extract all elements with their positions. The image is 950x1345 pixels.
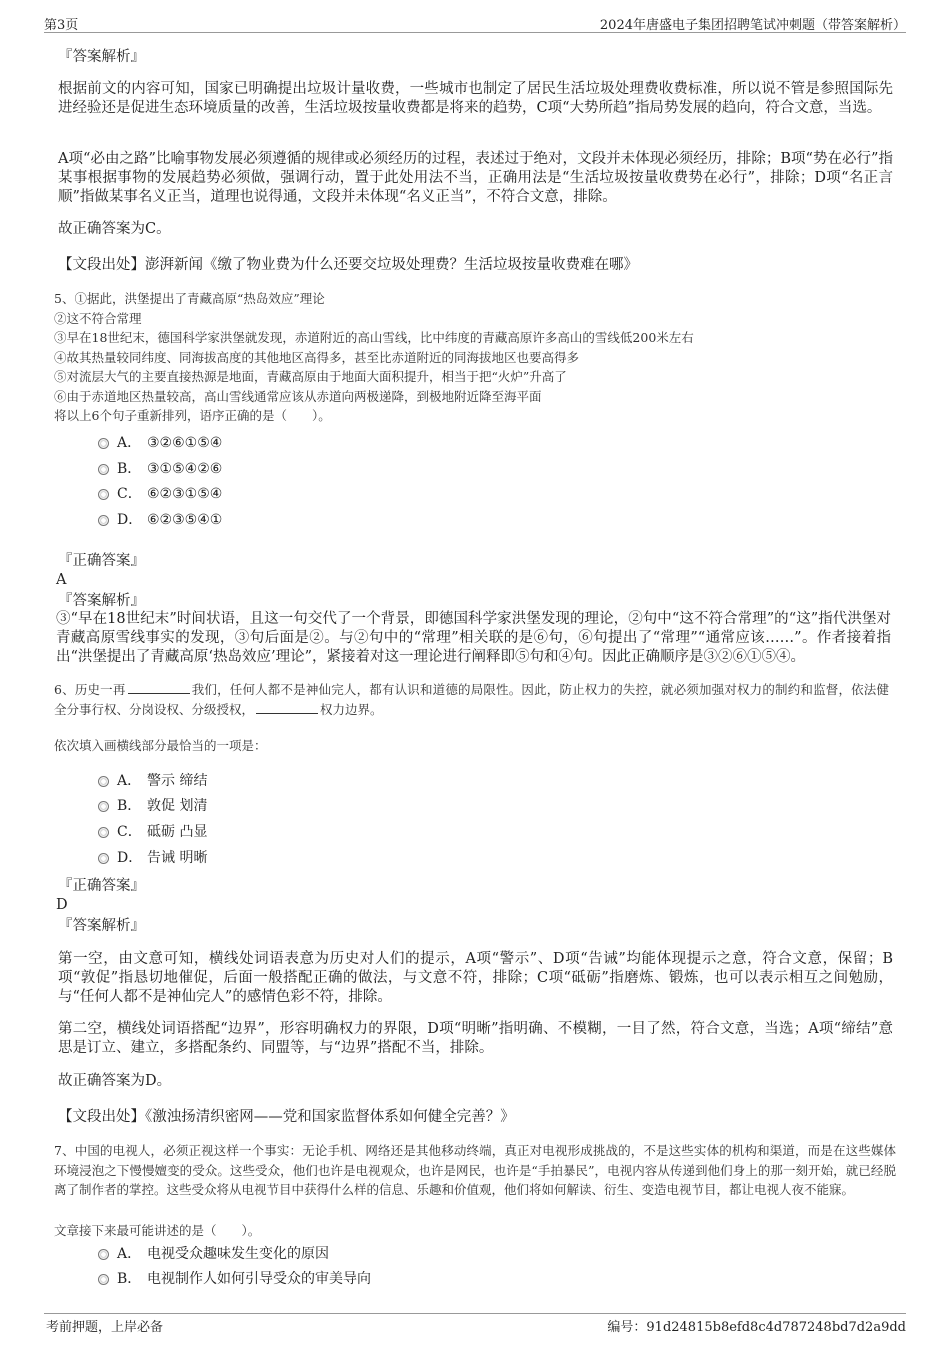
radio-icon[interactable] [98, 827, 109, 838]
q5-line: 5、①据此，洪堡提出了青藏高原“热岛效应”理论 [54, 291, 325, 306]
q5-answer-label: 『正确答案』 [58, 553, 145, 569]
document-title: 2024年唐盛电子集团招聘笔试冲刺题（带答案解析） [599, 18, 906, 33]
q5-option-c[interactable]: C． ⑥②③①⑤④ [98, 485, 222, 503]
q7-stem: 7、中国的电视人，必须正视这样一个事实：无论手机、网络还是其他移动终端，真正对电视形成挑战的，不是这些实体的机构和渠道，而是在这些媒体环境浸泡之下慢慢嬗变的受众。这些受众，他们也许是电视观众，也许是网民，也许是“手拍暴民”，电视内容从传递到他们身上的那一刻开始，就已经脱离了制作者的掌控。这些受众将从电视节目中获得什么样的信息、乐趣和价值观，他们将如何解读、衍生、变造电视节目，都让电视人夜不能寐。 [54, 1143, 896, 1197]
q5-line: ②这不符合常理 [54, 310, 142, 326]
footer-slogan: 考前押题，上岸必备 [46, 1320, 164, 1335]
q4-analysis-para2: A项“必由之路”比喻事物发展必须遵循的规律或必须经历的过程，表述过于绝对，文段并未体现必须经历，排除；B项“势在必行”指某事根据事物的发展趋势必须做，强调行动，置于此处用法不当，正确用法是“生活垃圾按量收费势在必行”，排除；D项“名正言顺”指做某事名义正当，道理也说得通，文段并未体现“名义正当”，不符合文意，排除。 [58, 151, 893, 205]
document-code: 编号：91d24815b8efd8c4d787248bd7d2a9dd [607, 1320, 906, 1335]
radio-icon[interactable] [98, 438, 109, 449]
radio-icon[interactable] [98, 801, 109, 812]
q6-answer: D [56, 897, 68, 913]
page-number: 第3页 [44, 18, 79, 33]
q6-prompt: 依次填入画横线部分最恰当的一项是： [54, 738, 267, 753]
q5-line: ④故其热量较同纬度、同海拔高度的其他地区高得多，甚至比赤道附近的同海拔地区也要高得多 [54, 349, 580, 365]
q7-option-a[interactable]: A． 电视受众趣味发生变化的原因 [98, 1245, 329, 1263]
q6-source: 【文段出处】《激浊扬清织密网——党和国家监督体系如何健全完善？》 [58, 1109, 515, 1125]
q5-prompt: 将以上6个句子重新排列，语序正确的是（ ）。 [54, 408, 331, 423]
q6-answer-summary: 故正确答案为D。 [58, 1073, 172, 1089]
fill-blank [256, 701, 318, 714]
fill-blank [128, 681, 190, 694]
q7-prompt: 文章接下来最可能讲述的是（ ）。 [54, 1223, 261, 1238]
q6-analysis-label: 『答案解析』 [58, 918, 145, 934]
q5-option-d[interactable]: D． ⑥②③⑤④① [98, 511, 222, 529]
radio-icon[interactable] [98, 1249, 109, 1260]
q5-option-b[interactable]: B． ③①⑤④②⑥ [98, 460, 222, 478]
radio-icon[interactable] [98, 776, 109, 787]
q6-analysis-para2: 第二空，横线处词语搭配“边界”，形容明确权力的界限，D项“明晰”指明确、不模糊，一目了然，符合文意，当选；A项“缔结”意思是订立、建立，多搭配条约、同盟等，与“边界”搭配不当，排除。 [58, 1021, 893, 1056]
q4-source: 【文段出处】澎湃新闻《缴了物业费为什么还要交垃圾处理费？生活垃圾按量收费难在哪》 [58, 257, 638, 273]
q6-option-c[interactable]: C． 砥砺 凸显 [98, 823, 207, 841]
q5-analysis: ③“早在18世纪末”时间状语，且这一句交代了一个背景，即德国科学家洪堡发现的理论，②句中“这不符合常理”的“这”指代洪堡对青藏高原雪线事实的发现，③句后面是②。与②句中的“常理”相关联的是⑥句，⑥句提出了“常理”“通常应该……”。作者接着指出“洪堡提出了青藏高原‘热岛效应’理论”，紧接着对这一理论进行阐释即⑤句和④句。因此正确顺序是③②⑥①⑤④。 [56, 611, 891, 665]
q5-line: ⑥由于赤道地区热量较高，高山雪线通常应该从赤道向两极递降，到极地附近降至海平面 [54, 388, 542, 404]
q4-answer-summary: 故正确答案为C。 [58, 221, 171, 237]
page-footer [44, 1313, 906, 1336]
q5-line: ⑤对流层大气的主要直接热源是地面，青藏高原由于地面大面积提升，相当于把“火炉”升高了 [54, 369, 567, 384]
q6-analysis-para1: 第一空，由文意可知，横线处词语表意为历史对人们的提示，A项“警示”、D项“告诫”均能体现提示之意，符合文意，保留；B项“敦促”指恳切地催促，后面一般搭配正确的做法，与文意不符，排除；C项“砥砺”指磨炼、锻炼，也可以表示相互之间勉励，与“任何人都不是神仙完人”的感情色彩不符，排除。 [58, 951, 893, 1005]
q5-option-a[interactable]: A． ③②⑥①⑤④ [98, 434, 222, 452]
radio-icon[interactable] [98, 464, 109, 475]
q5-stem [54, 289, 889, 426]
q5-analysis-label: 『答案解析』 [58, 593, 145, 609]
q6-option-d[interactable]: D． 告诫 明晰 [98, 849, 207, 867]
q6-option-b[interactable]: B． 敦促 划清 [98, 797, 207, 815]
radio-icon[interactable] [98, 515, 109, 526]
q6-stem: 6、历史一再 我们，任何人都不是神仙完人，都有认识和道德的局限性。因此，防止权力的失控，就必须加强对权力的制约和监督，依法健全分事行权、分岗设权、分级授权， 权力边界。 [54, 682, 889, 717]
radio-icon[interactable] [98, 489, 109, 500]
q6-answer-label: 『正确答案』 [58, 878, 145, 894]
q6-option-a[interactable]: A． 警示 缔结 [98, 772, 207, 790]
radio-icon[interactable] [98, 853, 109, 864]
q7-option-b[interactable]: B． 电视制作人如何引导受众的审美导向 [98, 1270, 371, 1288]
q4-analysis-label: 『答案解析』 [58, 49, 145, 65]
q4-analysis-para1: 根据前文的内容可知，国家已明确提出垃圾计量收费，一些城市也制定了居民生活垃圾处理费收费标准，所以说不管是参照国际先进经验还是促进生态环境质量的改善，生活垃圾按量收费都是将来的趋势，C项“大势所趋”指局势发展的趋向，符合文意，当选。 [58, 81, 893, 116]
q5-line: ③早在18世纪末，德国科学家洪堡就发现，赤道附近的高山雪线，比中纬度的青藏高原许多高山的雪线低200米左右 [54, 330, 694, 345]
radio-icon[interactable] [98, 1274, 109, 1285]
page-header [44, 10, 906, 33]
q5-answer: A [56, 572, 67, 588]
